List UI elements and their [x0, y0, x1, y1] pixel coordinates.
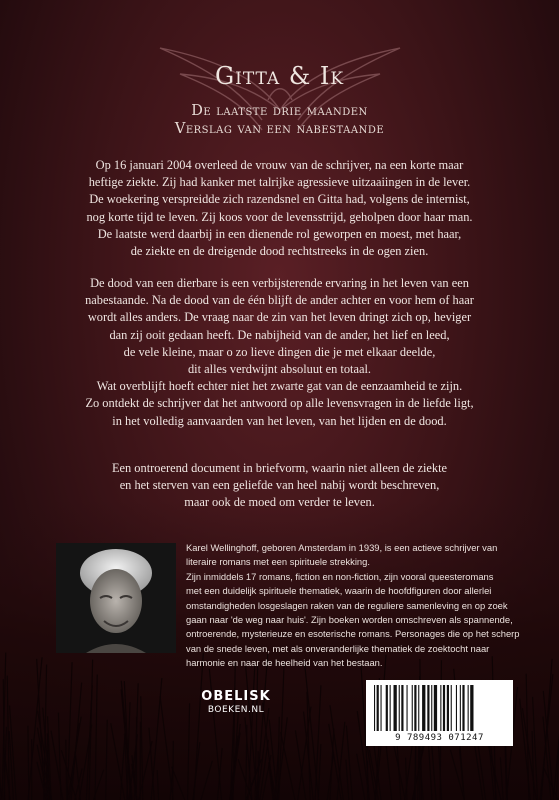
isbn-barcode — [366, 680, 513, 746]
bio-line: literaire romans met een spirituele strekking. — [186, 556, 370, 568]
text-line: nog korte tijd te leven. Zij koos voor de levensstrijd, geholpen door haar man. — [86, 209, 473, 224]
text-line: Zo ontdekt de schrijver dat het antwoord op alle levensvragen in de liefde ligt, — [85, 396, 474, 411]
subtitle-line-1: De laatste drie maanden — [191, 103, 368, 119]
blurb-paragraph-2 — [30, 275, 529, 430]
text-line: de ziekte en de dreigende dood rechtstreeks in de ogen zien. — [130, 244, 429, 259]
text-line: dit alles verdwijnt absoluut en totaal. — [187, 362, 372, 377]
publisher-logo-name: OBELISK — [201, 689, 271, 704]
author-bio — [186, 541, 526, 671]
obelisk-logo-icon — [196, 690, 276, 728]
text-line: dan zij ooit gedaan heeft. De nabijheid van de ander, het lief en leed, — [109, 327, 450, 342]
text-line: heftige ziekte. Zij had kanker met talrijke agressieve uitzaaiingen in de lever. — [88, 175, 471, 190]
text-line: nabestaande. Na de dood van de één blijft de ander achter en voor hem of haar — [85, 293, 474, 308]
subtitle-line-2: Verslag van een nabestaande — [174, 121, 385, 137]
text-line: Wat overblijft hoeft echter niet het zwarte gat van de eenzaamheid te zijn. — [96, 379, 463, 394]
bio-line: omstandigheden losgeslagen raken van de reguliere samenleving en op zoek — [186, 599, 508, 611]
author-portrait-icon — [56, 543, 176, 653]
text-line: Een ontroerend document in briefvorm, waarin niet alleen de ziekte — [111, 461, 448, 475]
bio-line: ontroerende, mysterieuze en esoterische romans. Personages die op het scherp — [186, 628, 520, 640]
isbn-number: 9 789493 071247 — [395, 733, 484, 743]
text-line: in het volledig aanvaarden van het leven, van het lijden en de dood. — [112, 413, 447, 428]
text-line: De dood van een dierbare is een verbijsterende ervaring in het leven van een — [90, 276, 469, 290]
text-line: de vele kleine, maar o zo lieve dingen die je met elkaar deelde, — [123, 344, 436, 359]
text-line: en het sterven van een geliefde van heel nabij wordt beschreven, — [119, 478, 440, 493]
text-line: Op 16 januari 2004 overleed de vrouw van de schrijver, na een korte maar — [95, 158, 464, 172]
bio-line: van de snede leven, met als onveranderlijke thematiek de zoektocht naar — [186, 642, 490, 654]
text-line: De laatste werd daarbij in een dienende rol geworpen en moest, met haar, — [97, 226, 462, 241]
barcode-icon — [372, 685, 507, 731]
text-line: De woekering verspreidde zich razendsnel en Gitta had, volgens de internist, — [89, 192, 470, 207]
bio-line: harmonie en naar de heelheid van het bestaan. — [186, 657, 383, 669]
bio-line: Karel Wellinghoff, geboren Amsterdam in 1939, is een actieve schrijver van — [186, 542, 498, 553]
text-line: wordt alles anders. De vraag naar de zin van het leven dringt zich op, heviger — [87, 310, 472, 325]
blurb-paragraph-3 — [30, 460, 529, 512]
author-photo — [56, 543, 176, 653]
publisher-logo-url: BOEKEN.NL — [207, 705, 265, 715]
blurb-paragraph-1 — [30, 157, 529, 260]
book-title: Gitta & Ik — [214, 62, 345, 90]
bio-line: met een duidelijk spirituele thematiek, waarin de hoofdfiguren door allerlei — [186, 585, 492, 597]
bio-line: gaan naar 'de weg naar huis'. Zijn boeken worden omschreven als spannende, — [186, 614, 513, 626]
text-line: maar ook de moed om verder te leven. — [184, 495, 375, 510]
bio-line: Zijn inmiddels 17 romans, fiction en non-fiction, zijn vooral queesteromans — [186, 570, 494, 582]
